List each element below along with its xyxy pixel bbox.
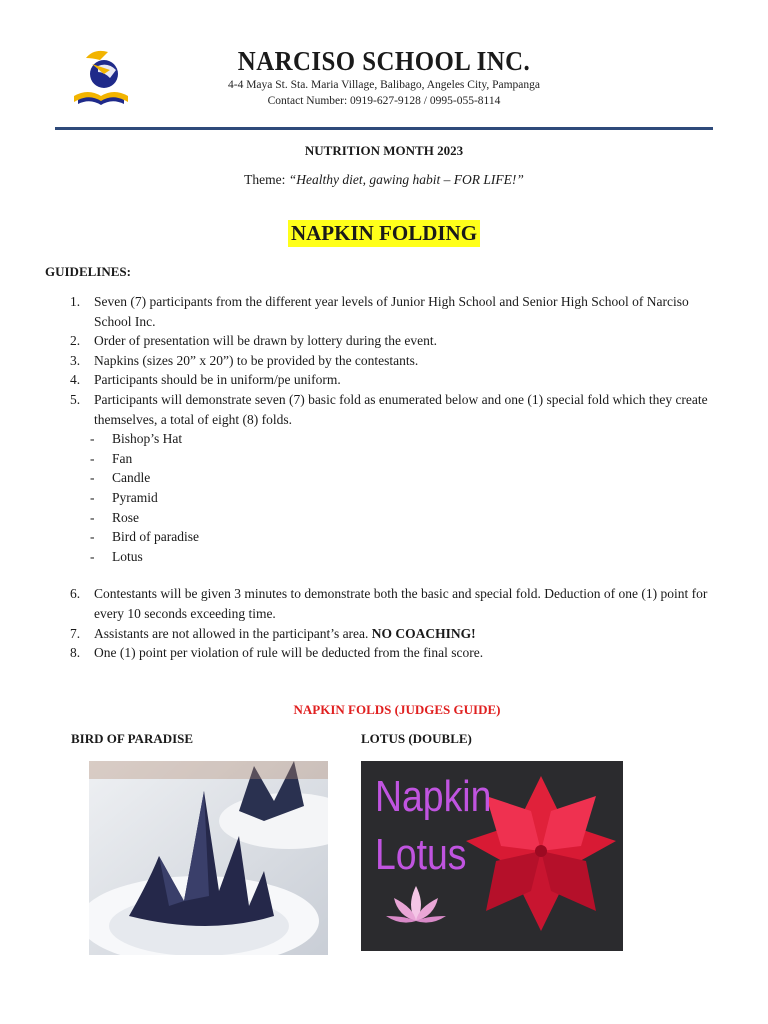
item-number: 1. <box>70 294 81 309</box>
fold-item <box>90 429 720 449</box>
fold-name: Fan <box>112 450 133 466</box>
list-item <box>70 351 720 371</box>
school-logo <box>70 44 132 110</box>
lotus-image-text-lotus: Lotus <box>375 830 467 879</box>
fold-item <box>90 468 720 488</box>
theme-text: “Healthy diet, gawing habit – FOR LIFE!” <box>288 172 524 187</box>
item-text: Seven (7) participants from the different year levels of Junior High School and Senior High School of Narciso School Inc. <box>94 294 689 329</box>
item-number: 4. <box>70 372 81 388</box>
guidelines-list <box>70 292 720 663</box>
list-item <box>70 390 720 429</box>
item-text: One (1) point per violation of rule will be deducted from the final score. <box>94 645 484 661</box>
fold-name: Bird of paradise <box>112 529 199 545</box>
list-item <box>70 370 720 390</box>
item-emphasis: NO COACHING! <box>371 625 476 641</box>
fold-name: Rose <box>112 509 139 525</box>
fold-item <box>90 488 720 508</box>
bird-of-paradise-photo <box>89 761 328 955</box>
list-item <box>70 624 720 644</box>
judges-guide-heading: NAPKIN FOLDS (JUDGES GUIDE) <box>293 702 501 717</box>
item-text: Napkins (sizes 20” x 20”) to be provided by the contestants. <box>94 352 419 368</box>
fold-dash: - <box>90 509 95 525</box>
item-text: Assistants are not allowed in the participant’s area. <box>94 625 372 641</box>
fold-name: Pyramid <box>112 489 158 505</box>
item-text: Order of presentation will be drawn by lottery during the event. <box>94 333 438 349</box>
item-text-wrap <box>94 624 720 644</box>
fold-name: Bishop’s Hat <box>112 431 183 447</box>
list-spacer <box>70 566 720 584</box>
event-name: NUTRITION MONTH 2023 <box>304 143 464 158</box>
list-item <box>70 331 720 351</box>
lotus-image-text-napkin: Napkin <box>375 772 492 821</box>
item-text: Participants should be in uniform/pe uniform. <box>94 372 341 388</box>
fold-dash: - <box>90 431 95 447</box>
item-number: 6. <box>70 586 81 602</box>
item-number: 3. <box>70 352 81 368</box>
fold-dash: - <box>90 548 95 564</box>
fold-dash: - <box>90 450 95 466</box>
item-number: 7. <box>70 625 81 641</box>
item-number: 8. <box>70 645 81 661</box>
fold-name: Candle <box>112 470 151 486</box>
school-contact: Contact Number: 0919-627-9128 / 0995-055-8114 <box>267 95 501 107</box>
list-item <box>70 292 720 331</box>
item-text: Contestants will be given 3 minutes to demonstrate both the basic and special fold. Deduction of one (1) point for every 10 seconds exceeding time. <box>94 586 708 621</box>
item-text: Participants will demonstrate seven (7) basic fold as enumerated below and one (1) special fold which they create themselves, a total of eight (8) folds. <box>94 391 708 427</box>
caption-lotus: LOTUS (DOUBLE) <box>361 731 472 746</box>
school-name: NARCISO SCHOOL INC. <box>237 46 531 76</box>
title-wrap <box>0 220 768 247</box>
fold-name: Lotus <box>112 548 143 564</box>
theme-label: Theme: <box>244 172 289 187</box>
fold-item <box>90 527 720 547</box>
fold-dash: - <box>90 489 95 505</box>
fold-item <box>90 547 720 567</box>
list-item <box>70 643 720 663</box>
school-address: 4-4 Maya St. Sta. Maria Village, Balibago, Angeles City, Pampanga <box>228 79 540 91</box>
item-number: 5. <box>70 391 81 407</box>
list-item <box>70 584 720 623</box>
item-number: 2. <box>70 333 81 349</box>
page-title: NAPKIN FOLDING <box>288 220 480 247</box>
fold-item <box>90 449 720 469</box>
lotus-photo <box>361 761 623 951</box>
fold-dash: - <box>90 529 95 545</box>
fold-dash: - <box>90 470 95 486</box>
header-divider <box>55 127 713 130</box>
guidelines-heading: GUIDELINES: <box>45 264 131 279</box>
caption-bird-of-paradise: BIRD OF PARADISE <box>71 731 194 746</box>
event-theme <box>0 172 768 188</box>
fold-item <box>90 508 720 528</box>
